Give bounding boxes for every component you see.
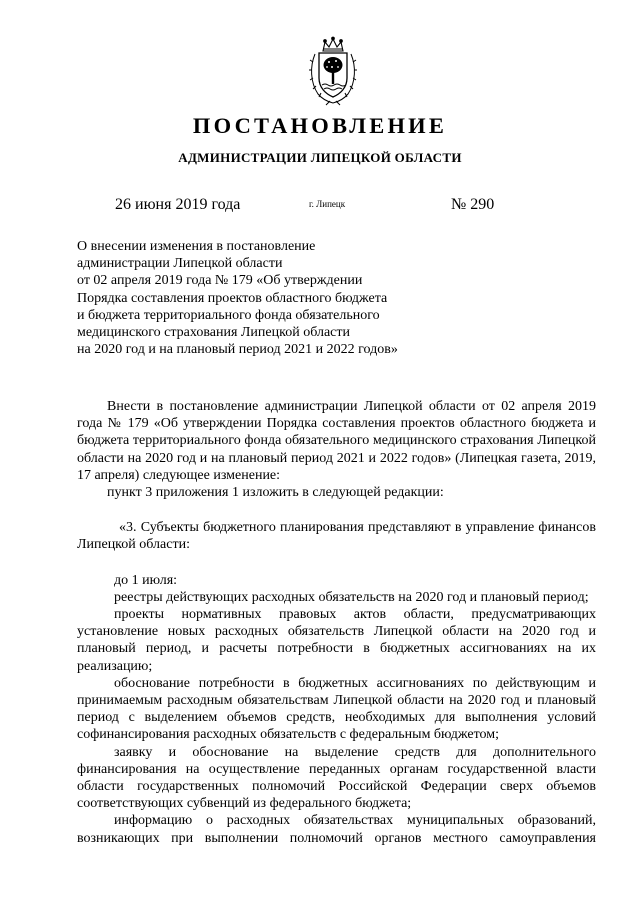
- heading-line: О внесении изменения в постановление: [77, 239, 316, 254]
- document-date: 26 июня 2019 года: [115, 196, 241, 213]
- coat-of-arms-icon: [306, 36, 360, 106]
- list-item: реестры действующих расходных обязательств на 2020 год и плановый период;: [114, 589, 589, 605]
- list-item: информацию о расходных обязательствах муниципальных образований, возникающих при выполнении полномочий органов местного самоуправления: [77, 813, 596, 846]
- point-3-paragraph: «3. Субъекты бюджетного планирования представляют в управление финансов Липецкой области:: [77, 520, 596, 553]
- heading-line: медицинского страхования Липецкой области: [77, 325, 350, 341]
- heading-line: и бюджета территориального фонда обязательного: [77, 307, 380, 323]
- deadline-paragraph: до 1 июля:: [114, 572, 178, 588]
- heading-line: от 02 апреля 2019 года № 179 «Об утверждении: [77, 273, 363, 289]
- intro-paragraph: Внести в постановление администрации Липецкой области от 02 апреля 2019 года № 179 «Об утверждении Порядка составления проектов областного бюджета и бюджета территориального фонда обязательного медицинского страхования Липецкой области на 2020 год и на плановый период 2021 и 2022 годов» (Липецкая газета, 2019, 17 апреля) следующее изменение:: [77, 399, 596, 483]
- list-item: проекты нормативных правовых актов области, предусматривающих установление новых расходных обязательств Липецкой области на 2020 год и плановый период, и расчеты потребности в бюджетных ассигнованиях на их реализацию;: [77, 607, 596, 674]
- heading-line: администрации Липецкой области: [77, 256, 283, 272]
- list-item: обоснование потребности в бюджетных ассигнованиях по действующим и принимаемым расходным обязательствам Липецкой области на 2020 год и плановый период с выделением объемов средств, необходимых для выполнения условий софинансирования расходных обязательств с федеральным бюджетом;: [77, 675, 596, 743]
- heading-line: на 2020 год и на плановый период 2021 и 2022 годов»: [77, 342, 398, 358]
- document-title: ПОСТАНОВЛЕНИЕ: [192, 113, 448, 138]
- instruction-paragraph: пункт 3 приложения 1 изложить в следующей редакции:: [107, 485, 444, 501]
- list-item: заявку и обоснование на выделение средств для дополнительного финансирования на осуществление переданных органам государственной власти области государственных полномочий Российской Федерации сверх объемов соответствующих субвенций из федерального бюджета;: [77, 744, 596, 812]
- document-city: г. Липецк: [309, 199, 346, 209]
- document-body: [77, 398, 596, 847]
- document-heading: [77, 238, 398, 358]
- heading-line: Порядка составления проектов областного бюджета: [77, 290, 388, 306]
- document-number: № 290: [451, 196, 495, 213]
- document-issuer: АДМИНИСТРАЦИИ ЛИПЕЦКОЙ ОБЛАСТИ: [178, 150, 462, 165]
